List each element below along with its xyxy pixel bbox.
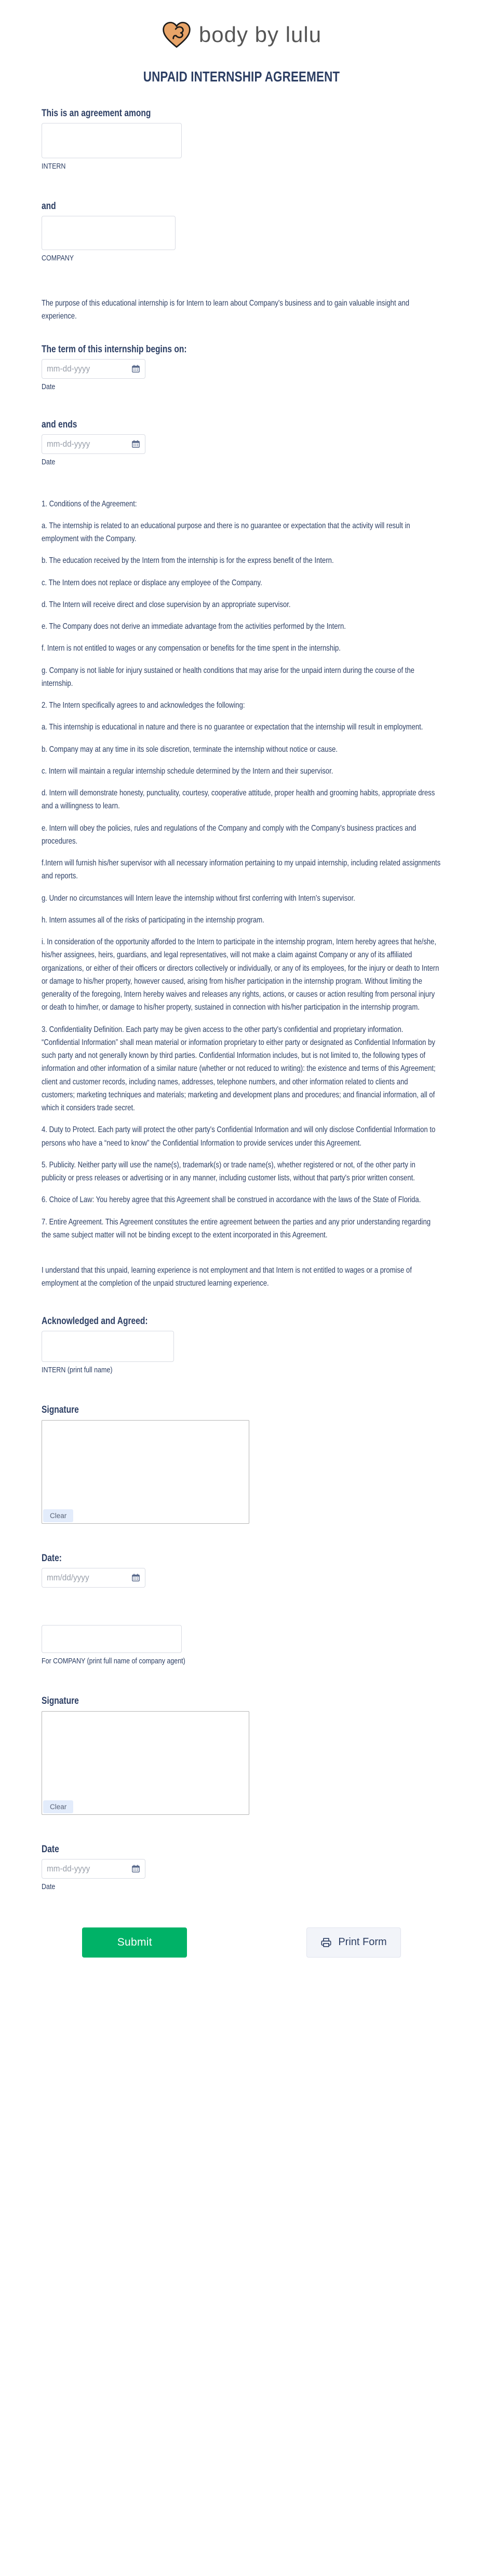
clause-paragraph: f.Intern will furnish his/her supervisor with all necessary information pertaining to my unpaid internship, including related assignments and reports. [42, 859, 441, 881]
form-actions [0, 1927, 483, 1978]
clause-paragraph: i. In consideration of the opportunity afforded to the Intern to participate in the internship program, Intern hereby agrees that he/she, his/her assignees, heirs, guardians, and legal representatives, will not make a claim against Company or any of its affiliated organizations, or either of their officers or directors collectively or individually, or any of its employees, for the injury or death to Intern or damage to his/her property, however caused, arising from his/her participation in the internship program. Without limiting the generality of the foregoing, Intern hereby waives and releases any rights, actions, or causes or action resulting from personal injury or death to him/her, or damage to his/her property, sustained in connection with his/her participation in the internship program. [42, 938, 439, 1012]
signature-label-intern: Signature [42, 1404, 79, 1415]
clause-paragraph: d. Intern will demonstrate honesty, punctuality, courtesy, cooperative attitude, proper health and grooming habits, appropriate dress and a willingness to learn. [42, 789, 435, 811]
company-signature-date-input[interactable] [42, 1859, 145, 1879]
clause-paragraph: 1. Conditions of the Agreement: [42, 499, 137, 508]
calendar-icon[interactable] [131, 1573, 140, 1582]
clause-paragraph: a. This internship is educational in nature and there is no guarantee or expectation that the internship will result in employment. [42, 723, 423, 732]
clause-paragraph: c. Intern will maintain a regular internship schedule determined by the Intern and their supervisor. [42, 766, 333, 776]
clause-paragraph: f. Intern is not entitled to wages or any compensation or benefits for the time spent in the internship. [42, 644, 341, 653]
signature-pad-intern[interactable] [42, 1420, 249, 1524]
final-acknowledgment-wrap [42, 1264, 441, 1290]
company-agent-block [42, 1625, 441, 1665]
company-field-block [42, 201, 441, 263]
begin-date-block [42, 344, 441, 391]
clause-paragraph: 4. Duty to Protect. Each party will protect the other party's Confidential Information and will only disclose Confidential Information to persons who have a “need to know” the Confidential Information to provide services under this Agreement. [42, 1125, 436, 1148]
intern-print-sublabel: INTERN (print full name) [42, 1366, 113, 1374]
intern-field-block [42, 108, 441, 171]
intern-sublabel: INTERN [42, 162, 66, 171]
agreement-among-label: This is an agreement among [42, 108, 151, 119]
purpose-paragraph: The purpose of this educational internship is for Intern to learn about Company's business and to gain valuable insight and experience. [42, 299, 410, 321]
page-title: UNPAID INTERNSHIP AGREEMENT [143, 68, 340, 85]
end-date-block [42, 419, 441, 466]
begin-date-placeholder: mm-dd-yyyy [47, 363, 90, 374]
clause-paragraph: 6. Choice of Law: You hereby agree that this Agreement shall be construed in accordance with the laws of the State of Florida. [42, 1195, 421, 1205]
company-agent-sublabel: For COMPANY (print full name of company agent) [42, 1657, 185, 1665]
company-agent-input[interactable] [42, 1625, 182, 1653]
term-begins-label: The term of this internship begins on: [42, 343, 187, 355]
clause-paragraph: 3. Confidentiality Definition. Each party may be given access to the other party's confidential and proprietary information. “Confidential Information” shall mean material or information proprietary to either party or designated as Confidential Information by such party and not generally known by third parties. Confidential Information includes, but is not limited to, the following types of information and other information of a similar nature (whether or not reduced to writing): the existence and terms of this Agreement; client and customer records, including names, addresses, telephone numbers, and other information related to clients and customers; marketing techniques and materials; marketing and development plans and procedures; and financial information, all of which it considers trade secret. [42, 1025, 436, 1112]
clause-paragraph: c. The Intern does not replace or displace any employee of the Company. [42, 578, 262, 587]
clause-paragraph: d. The Intern will receive direct and close supervision by an appropriate supervisor. [42, 600, 291, 609]
signature-label-company: Signature [42, 1695, 79, 1706]
printer-icon [320, 1937, 332, 1948]
intern-date-placeholder: mm/dd/yyyy [47, 1572, 89, 1582]
purpose-paragraph-wrap [42, 297, 441, 323]
clear-signature-button-company[interactable]: Clear [43, 1800, 73, 1813]
print-form-button[interactable] [306, 1927, 400, 1958]
clause-paragraph: 7. Entire Agreement. This Agreement constitutes the entire agreement between the parties and any prior understanding regarding the same subject matter will not be binding except to the extent incorporated in this Agreement. [42, 1217, 431, 1239]
signature-pad-company[interactable] [42, 1711, 249, 1815]
calendar-icon[interactable] [131, 364, 140, 373]
final-acknowledgment: I understand that this unpaid, learning experience is not employment and that Intern is not entitled to wages or a promise of employment at the completion of the unpaid structured learning experience. [42, 1266, 412, 1288]
acknowledged-label: Acknowledged and Agreed: [42, 1315, 148, 1327]
end-date-placeholder: mm-dd-yyyy [47, 438, 90, 449]
date-label-intern: Date: [42, 1552, 62, 1564]
clause-paragraph: g. Company is not liable for injury sustained or health conditions that may arise for the unpaid intern during the course of the internship. [42, 666, 414, 688]
clause-paragraph: b. Company may at any time in its sole discretion, terminate the internship without notice or cause. [42, 745, 338, 754]
intern-print-name-input[interactable] [42, 1331, 174, 1362]
clause-paragraph: g. Under no circumstances will Intern leave the internship without first conferring with Intern's supervisor. [42, 893, 355, 903]
begin-date-sublabel: Date [42, 382, 56, 391]
end-date-input[interactable] [42, 434, 145, 454]
clause-paragraph: b. The education received by the Intern from the internship is for the express benefit of the Intern. [42, 556, 334, 566]
company-date-placeholder: mm-dd-yyyy [47, 1863, 90, 1874]
print-form-label: Print Form [338, 1936, 387, 1948]
clear-signature-button-intern[interactable]: Clear [43, 1509, 73, 1522]
heart-bicep-logo-icon [162, 20, 192, 50]
clause-paragraph: e. The Company does not derive an immediate advantage from the activities performed by the Intern. [42, 622, 346, 631]
clause-paragraph: 2. The Intern specifically agrees to and acknowledges the following: [42, 701, 245, 710]
intern-signature-date-input[interactable] [42, 1568, 145, 1588]
acknowledged-block [42, 1316, 441, 1374]
begin-date-input[interactable] [42, 359, 145, 379]
company-sublabel: COMPANY [42, 254, 74, 263]
signature-date-block-company [42, 1844, 441, 1891]
logo-text: body by lulu [198, 22, 322, 47]
signature-block-intern [42, 1404, 441, 1524]
clause-paragraph: h. Intern assumes all of the risks of participating in the internship program. [42, 915, 264, 925]
calendar-icon[interactable] [131, 1864, 140, 1873]
calendar-icon[interactable] [131, 439, 140, 448]
company-date-sublabel: Date [42, 1882, 56, 1891]
company-input[interactable] [42, 216, 176, 250]
signature-date-block-intern [42, 1553, 441, 1588]
clause-paragraph: a. The internship is related to an educational purpose and there is no guarantee or expectation that the activity will result in employment with the Company. [42, 521, 410, 543]
agreement-clauses [42, 498, 441, 1242]
submit-button[interactable]: Submit [82, 1927, 187, 1958]
clause-paragraph: 5. Publicity. Neither party will use the name(s), trademark(s) or trade name(s), whether registered or not, of the other party in publicity or press releases or advertising or in any manner, including customer lists, without that party's prior written consent. [42, 1160, 415, 1182]
form-header [0, 0, 483, 50]
clause-paragraph: e. Intern will obey the policies, rules and regulations of the Company and comply with the Company's business practices and procedures. [42, 823, 417, 846]
date-label-company: Date [42, 1843, 59, 1855]
end-date-sublabel: Date [42, 458, 56, 466]
and-label: and [42, 201, 56, 212]
signature-block-company [42, 1696, 441, 1815]
and-ends-label: and ends [42, 419, 77, 430]
intern-input[interactable] [42, 123, 182, 158]
